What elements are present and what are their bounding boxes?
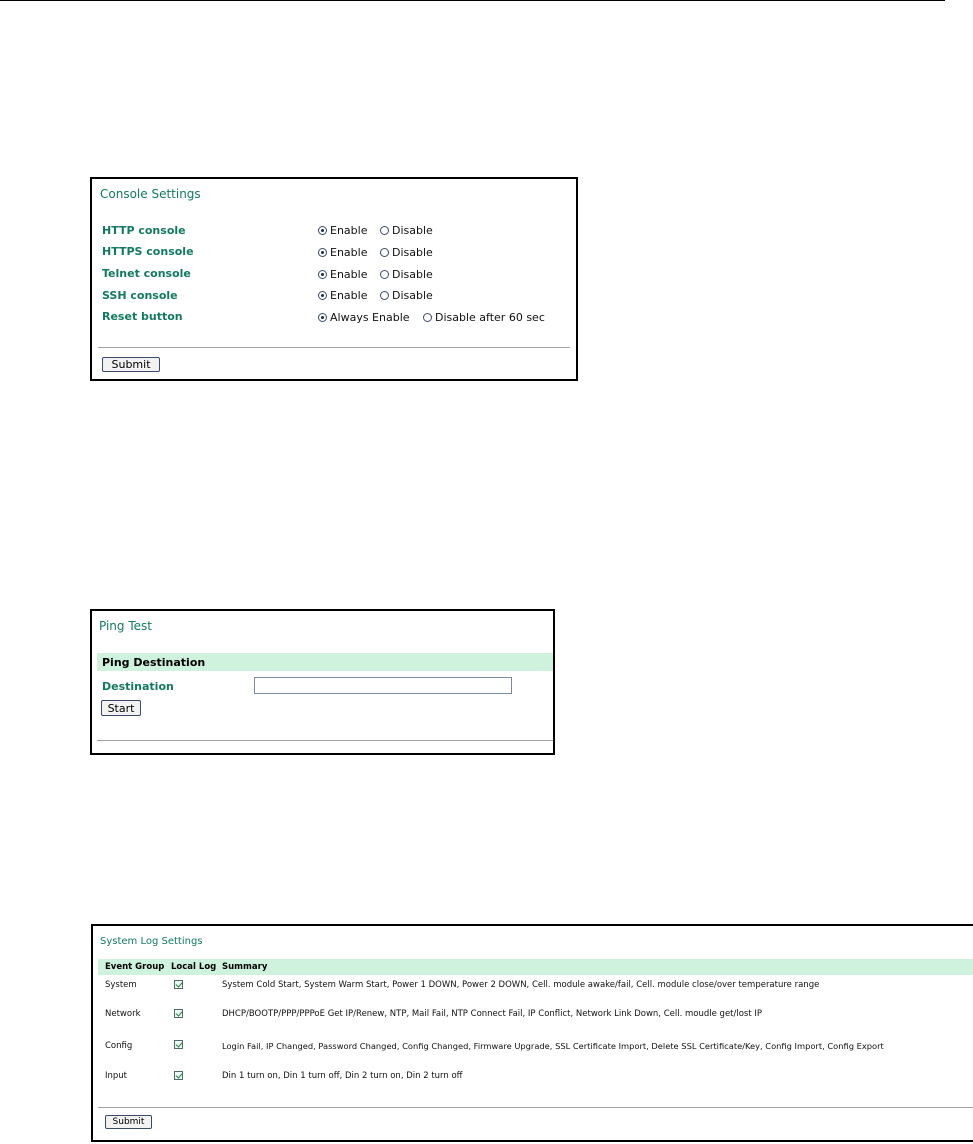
- page-top-rule: [0, 0, 945, 1]
- event-group-input: Input: [105, 1071, 128, 1081]
- https-console-label: HTTPS console: [102, 245, 194, 258]
- ping-destination-header: [97, 653, 553, 671]
- radio-label: Disable after 60 sec: [435, 311, 545, 324]
- radio-unselected-icon: [380, 226, 389, 235]
- local-log-checkbox-config[interactable]: [174, 1040, 183, 1049]
- summary-network: DHCP/BOOTP/PPP/PPPoE Get IP/Renew, NTP, Mail Fail, NTP Connect Fail, IP Conflict, Network Link Down, Cell. moudle get/lost IP: [222, 1009, 763, 1019]
- radio-label: Disable: [392, 289, 433, 302]
- reset-always-enable-radio[interactable]: [318, 311, 410, 324]
- radio-unselected-icon: [380, 291, 389, 300]
- radio-label: Disable: [392, 224, 433, 237]
- reset-button-label: Reset button: [102, 310, 183, 323]
- event-group-network: Network: [105, 1009, 141, 1019]
- summary-system: System Cold Start, System Warm Start, Power 1 DOWN, Power 2 DOWN, Cell. module awake/fail, Cell. module close/over temperature range: [222, 980, 820, 990]
- https-console-disable-radio[interactable]: [380, 246, 433, 259]
- http-console-disable-radio[interactable]: [380, 224, 433, 237]
- radio-unselected-icon: [380, 248, 389, 257]
- telnet-console-enable-radio[interactable]: [318, 268, 367, 281]
- ssh-console-label: SSH console: [102, 289, 178, 302]
- radio-unselected-icon: [380, 270, 389, 279]
- radio-label: Enable: [330, 289, 368, 302]
- divider: [98, 347, 570, 348]
- console-settings-title: Console Settings: [100, 187, 201, 201]
- radio-label: Enable: [330, 224, 368, 237]
- local-log-checkbox-network[interactable]: [174, 1009, 183, 1018]
- destination-input[interactable]: [254, 677, 512, 694]
- radio-selected-icon: [318, 291, 327, 300]
- radio-selected-icon: [318, 248, 327, 257]
- system-log-submit-button[interactable]: Submit: [105, 1115, 152, 1129]
- column-header-summary: Summary: [222, 962, 268, 972]
- ping-start-button[interactable]: Start: [101, 700, 141, 716]
- event-group-system: System: [105, 980, 137, 990]
- http-console-enable-radio[interactable]: [318, 224, 367, 237]
- radio-selected-icon: [318, 313, 327, 322]
- divider: [97, 740, 553, 741]
- ping-test-title: Ping Test: [99, 619, 152, 633]
- telnet-console-label: Telnet console: [102, 267, 191, 280]
- radio-selected-icon: [318, 226, 327, 235]
- local-log-checkbox-input[interactable]: [174, 1071, 183, 1080]
- event-group-config: Config: [105, 1041, 133, 1051]
- ssh-console-enable-radio[interactable]: [318, 289, 367, 302]
- console-submit-button[interactable]: Submit: [102, 357, 160, 372]
- radio-label: Disable: [392, 268, 433, 281]
- radio-label: Always Enable: [330, 311, 410, 324]
- ssh-console-disable-radio[interactable]: [380, 289, 433, 302]
- http-console-label: HTTP console: [102, 224, 186, 237]
- reset-disable-after-radio[interactable]: [423, 311, 545, 324]
- radio-unselected-icon: [423, 313, 432, 322]
- column-header-event-group: Event Group: [105, 962, 165, 972]
- column-header-local-log: Local Log: [171, 962, 217, 972]
- system-log-title: System Log Settings: [100, 936, 203, 947]
- ping-test-panel: [90, 609, 555, 755]
- radio-label: Enable: [330, 268, 368, 281]
- telnet-console-disable-radio[interactable]: [380, 268, 433, 281]
- https-console-enable-radio[interactable]: [318, 246, 367, 259]
- summary-config: Login Fail, IP Changed, Password Changed, Config Changed, Firmware Upgrade, SSL Certificate Import, Delete SSL Certificate/Key, Config Import, Config Export: [222, 1041, 884, 1051]
- console-settings-panel: [90, 177, 578, 381]
- destination-label: Destination: [102, 680, 174, 693]
- summary-input: Din 1 turn on, Din 1 turn off, Din 2 turn on, Din 2 turn off: [222, 1071, 463, 1081]
- radio-label: Disable: [392, 246, 433, 259]
- system-log-panel: [91, 924, 973, 1142]
- radio-selected-icon: [318, 270, 327, 279]
- radio-label: Enable: [330, 246, 368, 259]
- local-log-checkbox-system[interactable]: [174, 980, 183, 989]
- divider: [98, 1107, 973, 1108]
- ping-destination-header-text: Ping Destination: [102, 656, 206, 669]
